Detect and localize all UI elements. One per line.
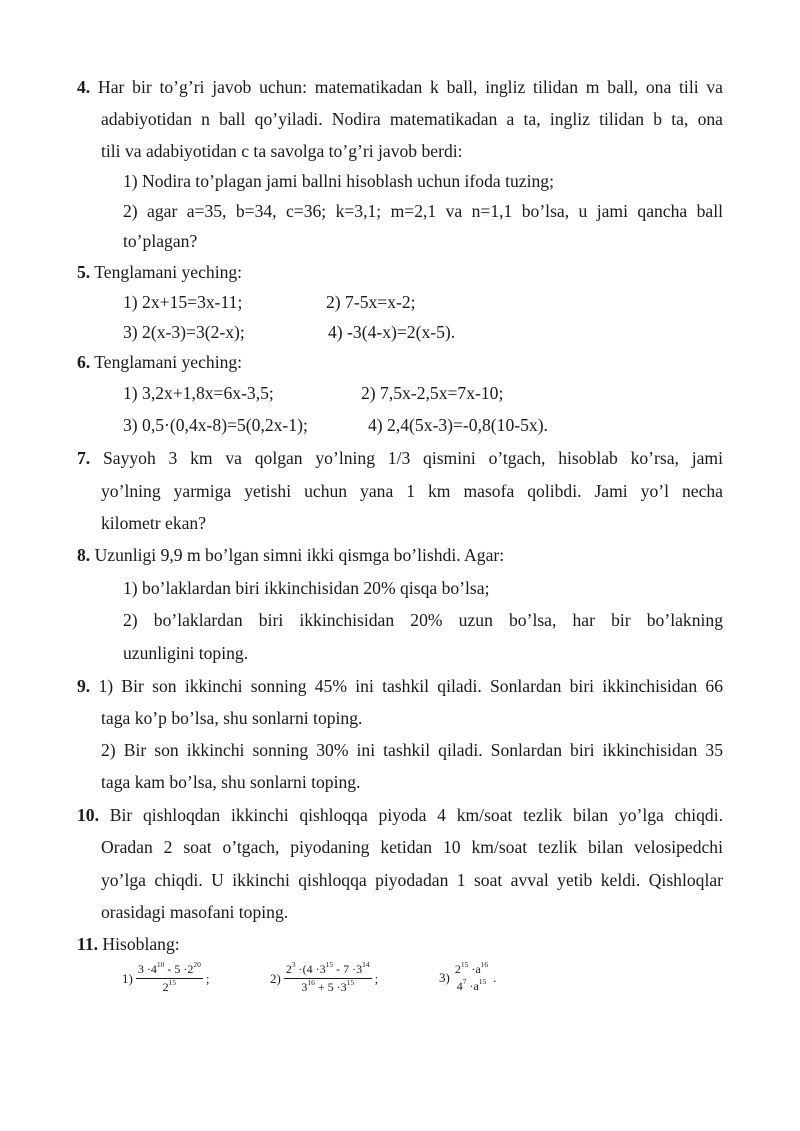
problem-4-line-1 bbox=[77, 75, 723, 99]
problem-8-text: Uzunligi 9,9 m bo’lgan simni ikki qismga bo’lishdi. Agar: bbox=[90, 545, 505, 565]
problem-10-line-3: yo’lga chiqdi. U ikkinchi qishloqqa piyodadan 1 soat avval yetib keldi. Qishloqlar bbox=[101, 870, 723, 890]
fraction-1-terminator: ; bbox=[205, 970, 210, 986]
exponent: 15 bbox=[325, 960, 334, 969]
exponent: 10 bbox=[156, 960, 165, 969]
fraction-3-expression bbox=[453, 962, 490, 994]
problem-7-number: 7. bbox=[77, 448, 91, 468]
problem-10-number: 10. bbox=[77, 805, 99, 825]
fraction-3 bbox=[439, 962, 496, 994]
problem-7-text: Sayyoh 3 km va qolgan yo’lning 1/3 qismini o’tgach, hisoblab ko’rsa, jami bbox=[90, 448, 723, 468]
problem-4-sub-2: 2) agar a=35, b=34, c=36; k=3,1; m=2,1 va n=1,1 bo’lsa, u jami qancha ball bbox=[123, 201, 723, 221]
problem-8-sub-2: 2) bo’laklardan biri ikkinchisidan 20% uzun bo’lsa, har bir bo’lakning bbox=[123, 610, 723, 630]
exponent: 15 bbox=[460, 960, 469, 969]
problem-4-text: Har bir to’g’ri javob uchun: matematikadan k ball, ingliz tilidan m ball, ona tili va bbox=[90, 77, 723, 97]
problem-5-number: 5. bbox=[77, 262, 91, 282]
problem-5-title bbox=[77, 260, 242, 284]
fraction-2-denominator bbox=[284, 979, 372, 995]
fraction-2-numerator bbox=[284, 962, 372, 979]
problem-8-sub-1: 1) bo’laklardan biri ikkinchisidan 20% qisqa bo’lsa; bbox=[123, 578, 490, 598]
term: ·a bbox=[466, 979, 479, 993]
problem-5-eq-3: 3) 2(x-3)=3(2-x); bbox=[123, 322, 245, 342]
problem-5-eq-4: 4) -3(4-x)=2(x-5). bbox=[328, 322, 456, 342]
problem-8-number: 8. bbox=[77, 545, 91, 565]
exponent: 16 bbox=[480, 960, 489, 969]
problem-5-eq-1: 1) 2x+15=3x-11; bbox=[123, 292, 243, 312]
problem-9-line-3: 2) Bir son ikkinchi sonning 30% ini tashkil qiladi. Sonlardan biri ikkinchisidan 35 bbox=[101, 740, 723, 760]
problem-9-number: 9. bbox=[77, 676, 91, 696]
problem-9-line-1 bbox=[77, 674, 723, 698]
problem-9-text: 1) Bir son ikkinchi sonning 45% ini tashkil qiladi. Sonlardan biri ikkinchisidan 66 bbox=[90, 676, 723, 696]
term: 4 bbox=[456, 979, 463, 993]
problem-8-sub-2-cont: uzunligini toping. bbox=[123, 643, 249, 663]
exponent: 14 bbox=[362, 960, 370, 969]
exponent: 15 bbox=[346, 978, 355, 987]
problem-8-title bbox=[77, 543, 504, 567]
problem-11-title bbox=[77, 932, 180, 956]
fraction-2-expression bbox=[284, 962, 372, 995]
problem-5-eq-2: 2) 7-5x=x-2; bbox=[326, 292, 416, 312]
problem-11-text: Hisoblang: bbox=[98, 934, 180, 954]
problem-4-sub-2-cont: to’plagan? bbox=[123, 231, 198, 251]
term: 2 bbox=[454, 962, 461, 976]
term: 3 bbox=[301, 980, 308, 994]
problem-6-eq-2: 2) 7,5x-2,5x=7x-10; bbox=[361, 383, 504, 403]
fraction-1-label: 1) bbox=[122, 970, 133, 986]
problem-7-line-1 bbox=[77, 446, 723, 470]
problem-10-line-1 bbox=[77, 803, 723, 827]
fraction-3-numerator bbox=[453, 962, 490, 978]
term: 2 bbox=[285, 962, 292, 976]
problem-11-number: 11. bbox=[77, 934, 99, 954]
exponent: 20 bbox=[193, 960, 201, 969]
fraction-2-label: 2) bbox=[270, 970, 281, 986]
exponent: 15 bbox=[168, 978, 177, 987]
exponent: 15 bbox=[478, 977, 487, 986]
term: ·a bbox=[468, 962, 481, 976]
fraction-1-expression bbox=[136, 962, 203, 995]
problem-9-line-2: taga ko’p bo’lsa, shu sonlarni toping. bbox=[101, 708, 363, 728]
exponent: 7 bbox=[462, 977, 467, 986]
problem-7-line-2: yo’lning yarmiga yetishi uchun yana 1 km masofa qolibdi. Jami yo’l necha bbox=[101, 481, 723, 501]
term: - 7 ·3 bbox=[333, 962, 363, 976]
problem-9-line-4: taga kam bo’lsa, shu sonlarni toping. bbox=[101, 772, 361, 792]
term: 3 ·4 bbox=[137, 962, 157, 976]
problem-6-number: 6. bbox=[77, 352, 91, 372]
problem-6-eq-1: 1) 3,2x+1,8x=6x-3,5; bbox=[123, 383, 274, 403]
problem-10-line-4: orasidagi masofani toping. bbox=[101, 902, 289, 922]
problem-6-eq-4: 4) 2,4(5x-3)=-0,8(10-5x). bbox=[368, 415, 548, 435]
problem-4-number: 4. bbox=[77, 77, 91, 97]
fraction-1-numerator bbox=[136, 962, 203, 979]
problem-10-line-2: Oradan 2 soat o’tgach, piyodaning ketidan 10 km/soat tezlik bilan velosipedchi bbox=[101, 837, 723, 857]
problem-4-line-3: tili va adabiyotidan c ta savolga to’g’ri javob berdi: bbox=[101, 141, 463, 161]
problem-6-text: Tenglamani yeching: bbox=[90, 352, 243, 372]
problem-4-sub-1: 1) Nodira to’plagan jami ballni hisoblash uchun ifoda tuzing; bbox=[123, 171, 554, 191]
fraction-1 bbox=[122, 962, 209, 995]
fraction-3-terminator: . bbox=[493, 970, 497, 985]
problem-6-eq-3: 3) 0,5·(0,4x-8)=5(0,2x-1); bbox=[123, 415, 308, 435]
term: 2 bbox=[162, 980, 169, 994]
problem-4-line-2: adabiyotidan n ball qo’yiladi. Nodira matematikadan a ta, ingliz tilidan b ta, ona bbox=[101, 109, 723, 129]
term: + 5 ·3 bbox=[314, 980, 347, 994]
problem-6-title bbox=[77, 350, 242, 374]
exponent: 16 bbox=[307, 978, 315, 987]
term: ·(4 ·3 bbox=[295, 962, 326, 976]
term: - 5 ·2 bbox=[164, 962, 194, 976]
fraction-1-denominator bbox=[136, 979, 203, 995]
fraction-2-terminator: ; bbox=[374, 970, 379, 986]
problem-7-line-3: kilometr ekan? bbox=[101, 513, 207, 533]
problem-10-text: Bir qishloqdan ikkinchi qishloqqa piyoda 4 km/soat tezlik bilan yo’lga chiqdi. bbox=[99, 805, 723, 825]
fraction-3-label: 3) bbox=[439, 970, 450, 985]
fraction-3-denominator bbox=[453, 978, 490, 994]
problem-5-text: Tenglamani yeching: bbox=[90, 262, 243, 282]
fraction-2 bbox=[270, 962, 378, 995]
exponent: 3 bbox=[291, 960, 296, 969]
